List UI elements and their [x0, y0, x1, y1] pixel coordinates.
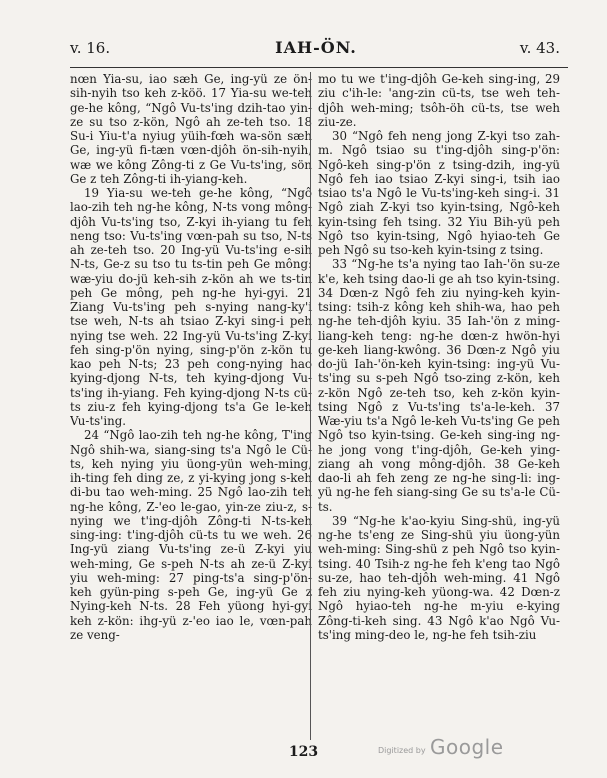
column-divider	[310, 72, 311, 740]
header-book-title: IAH-ÖN.	[275, 38, 357, 57]
header-verse-end: v. 43.	[519, 39, 560, 57]
watermark-logo: Google	[430, 735, 504, 759]
paragraph: 30 “Ngô feh neng jong Z-kyi tso zah-m. Ngô tsiao su t'ing-djôh sing-p'ön: Ngô-keh sing-p'ön z tsing-dzih, ing-yü Ngô feh iao tsiao Z-kyi sing-i, tsih iao tsiao ts'a Ngô le Vu-ts'ing-keh sing-i. 31 Ngô ziah Z-kyi tso kyin-tsing, Ngô-keh kyin-tsing feh tsing. 32 Yiu Bih-yü peh Ngô tso kyin-tsing, Ngô hyiao-teh Ge peh Ngô su tso-keh kyin-tsing z tsing.	[318, 129, 560, 257]
page-number: 123	[288, 744, 319, 760]
header-verse-start: v. 16.	[70, 39, 111, 57]
paragraph: 19 Yia-su we-teh ge-he kông, “Ngô lao-zih teh ng-he kông, N-ts vong mông-djôh Vu-ts'ing tso, Z-kyi ih-yiang tu feh neng tso: Vu-ts'ing vœn-pah su tso, N-ts ah ze-teh tso. 20 Ing-yü Vu-ts'ing e-sih N-ts, Ge-z su tso tu ts-tin peh Ge mông: wæ-yiu do-jü keh-sih z-kön ah we ts-tin peh Ge mông, peh ng-he hyi-gyi. 21 Ziang Vu-ts'ing peh s-nying nang-ky'i tse weh, N-ts ah tsiao Z-kyi sing-i peh nying tse weh. 22 Ing-yü Vu-ts'ing Z-kyi feh sing-p'ön nying, sing-p'ön z-kön tu kao peh N-ts; 23 peh cong-nying hao kying-djong N-ts, teh kying-djong Vu-ts'ing ih-yiang. Feh kying-djong N-ts cü-ts ziu-z feh kying-djong ts'a Ge le-keh Vu-ts'ing.	[70, 186, 312, 428]
digitized-watermark	[378, 735, 508, 761]
running-header	[68, 38, 564, 60]
watermark-prefix: Digitized by	[378, 746, 426, 755]
left-text-column	[70, 72, 312, 742]
paragraph: nœn Yia-su, iao sæh Ge, ing-yü ze ön-sih-nyih tso keh z-köö. 17 Yia-su we-teh ge-he kông, “Ngô Vu-ts'ing dzih-tao yin-ze su tso z-kön, Ngô ah ze-teh tso. 18 Su-i Yiu-t'a nyiug yüih-fœh wa-sön sæh Ge, ing-yü fi-tæn vœn-djôh ön-sih-nyih, wæ we kông Zông-ti z Ge Vu-ts'ing, sön Ge z teh Zông-ti ih-yiang-keh.	[70, 72, 312, 186]
paragraph: 24 “Ngô lao-zih teh ng-he kông, T'ing Ngô shih-wa, siang-sing ts'a Ngô le Cü-ts, keh nying yiu üong-yün weh-ming, ih-ting feh ding ze, z yi-kying jong s-keh di-bu tao weh-ming. 25 Ngô lao-zih teh ng-he kông, Z-'eo le-gao, yin-ze ziu-z, s-nying we t'ing-djôh Zông-ti N-ts-keh sing-ing: t'ing-djôh cü-ts tu we weh. 26 Ing-yü ziang Vu-ts'ing ze-ü Z-kyi yiu weh-ming, Ge s-peh N-ts ah ze-ü Z-kyi yiu weh-ming: 27 ping-ts'a sing-p'ön-keh gyün-ping s-peh Ge, ing-yü Ge z Nying-keh N-ts. 28 Feh yüong hyi-gyi keh z-kön: ihg-yü z-'eo iao le, vœn-pah ze veng-	[70, 428, 312, 642]
paragraph: 33 “Ng-he ts'a nying tao Iah-'ön su-ze k'e, keh tsing dao-li ge ah tso kyin-tsing. 34 Dœn-z Ngô feh ziu nying-keh kyin-tsing: tsih-z kông keh shih-wa, hao peh ng-he teh-djôh kyiu. 35 Iah-'ön z ming-liang-keh teng: ng-he dœn-z hwön-hyi ge-keh liang-kwông. 36 Dœn-z Ngô yiu do-jü Iah-'ön-keh kyin-tsing: ing-yü Vu-ts'ing su s-peh Ngô tso-zing z-kön, keh z-kön Ngô ze-teh tso, keh z-kön kyin-tsing Ngô z Vu-ts'ing ts'a-le-keh. 37 Wæ-yiu ts'a Ngô le-keh Vu-ts'ing Ge peh Ngô tso kyin-tsing. Ge-keh sing-ing ng-he jong vong t'ing-djôh, Ge-keh ying-ziang ah vong mông-djôh. 38 Ge-keh dao-li ah feh zeng ze ng-he sing-li: ing-yü ng-he feh siang-sing Ge su ts'a-le Cü-ts.	[318, 257, 560, 514]
right-text-column	[318, 72, 560, 742]
header-rule	[70, 67, 568, 68]
paragraph: mo tu we t'ing-djôh Ge-keh sing-ing, 29 ziu c'ih-le: 'ang-zin cü-ts, tse weh teh-djôh weh-ming; tsôh-öh cü-ts, tse weh ziu-ze.	[318, 72, 560, 129]
paragraph: 39 “Ng-he k'ao-kyiu Sing-shü, ing-yü ng-he ts'eng ze Sing-shü yiu üong-yün weh-ming: Sing-shü z peh Ngô tso kyin-tsing. 40 Tsih-z ng-he feh k'eng tao Ngô su-ze, hao teh-djôh weh-ming. 41 Ngô feh ziu nying-keh yüong-wa. 42 Dœn-z Ngô hyiao-teh ng-he m-yiu e-kying Zông-ti-keh sing. 43 Ngô k'ao Ngô Vu-ts'ing ming-deo le, ng-he feh tsih-ziu	[318, 513, 560, 642]
